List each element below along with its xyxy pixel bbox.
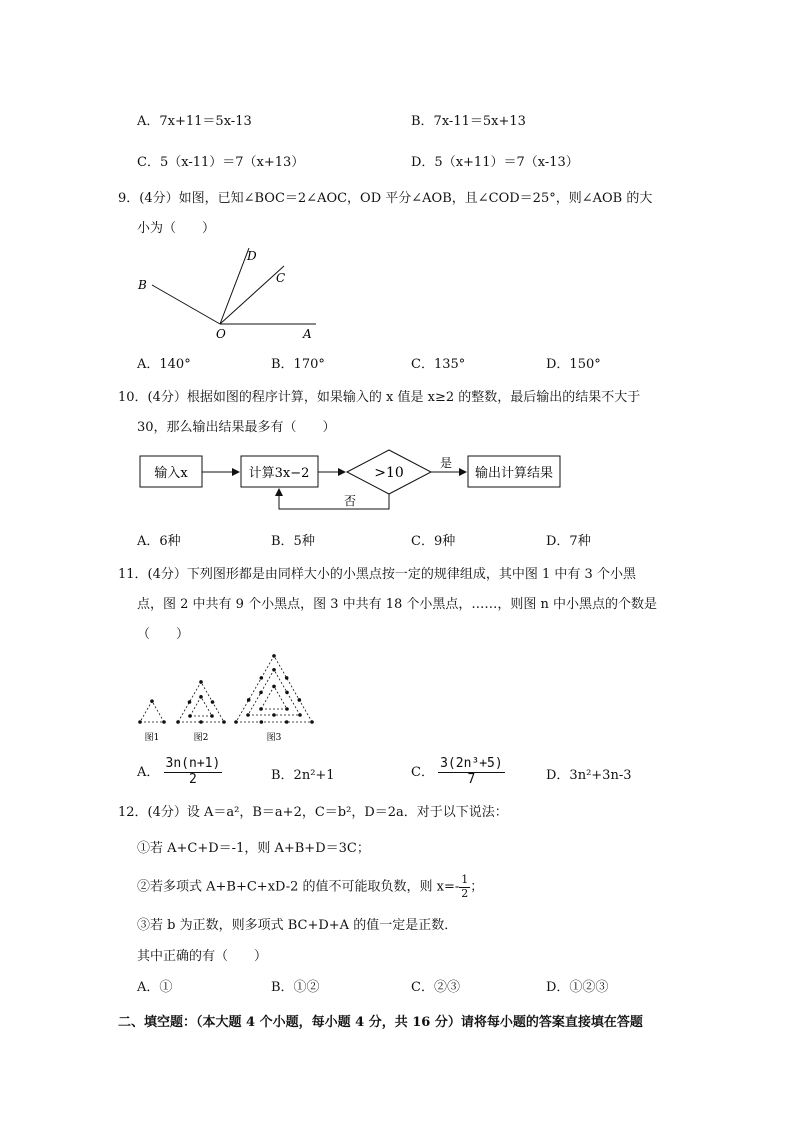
label-b: B — [138, 278, 147, 292]
section-2-heading: 二、填空题：（本大题 4 个小题，每小题 4 分，共 16 分）请将每小题的答案直接填在答题 — [118, 1015, 643, 1030]
fig3-dot — [285, 676, 289, 680]
fig2-dot — [210, 714, 214, 718]
fig3-triangle — [261, 686, 287, 709]
fig3-dot — [272, 685, 276, 689]
q10-option-a: A．6种 — [137, 534, 181, 549]
output-label: 输出计算结果 — [474, 466, 554, 481]
q9-option-b: B．170° — [271, 357, 325, 372]
q10-stem-line1: 10．(4分）根据如图的程序计算，如果输入的 x 值是 x≥2 的整数，最后输出的结果不大于 — [118, 390, 641, 405]
fig3-dot — [259, 691, 263, 695]
q8-option-d: D．5（x+11）＝7（x-13） — [411, 155, 579, 170]
q11-stem-line2: 点，图 2 中共有 9 个小黑点，图 3 中共有 18 个小黑点，……，则图 n 中小黑点的个数是 — [137, 597, 658, 612]
q11-stem-line3: （ ） — [137, 627, 190, 642]
fig3-dot — [298, 698, 302, 702]
q12-statement-1: ①若 A+C+D＝-1，则 A+B+D＝3C； — [137, 841, 370, 856]
q10-option-d: D．7种 — [546, 534, 591, 549]
fig3-dot — [285, 720, 289, 724]
fig3-dot — [272, 713, 276, 717]
fig3-label: 图3 — [266, 733, 282, 743]
condition-label: >10 — [374, 465, 404, 481]
no-label: 否 — [343, 494, 357, 508]
q11-option-a — [137, 757, 222, 788]
q12-statement-3: ③若 b 为正数，则多项式 BC+D+A 的值一定是正数． — [137, 918, 458, 933]
loop-arrow — [279, 489, 389, 509]
yes-label: 是 — [439, 456, 453, 470]
q9-stem-line2: 小为（ ） — [137, 221, 216, 236]
q9-option-a: A．140° — [137, 357, 191, 372]
q9-stem-line1: 9．(4分）如图，已知∠BOC＝2∠AOC，OD 平分∠AOB，且∠COD＝25°，则∠AOB 的大 — [118, 191, 653, 206]
fig1-label: 图1 — [144, 733, 160, 743]
option-c-letter: C． — [411, 764, 434, 780]
fig1-dot — [138, 720, 142, 724]
ray-od — [220, 248, 249, 324]
fig2-dot — [199, 720, 203, 724]
option-c-denominator: 7 — [467, 771, 476, 787]
fig3-dot — [285, 707, 289, 711]
statement-2-denominator: 2 — [461, 886, 469, 900]
fig3-dot — [310, 720, 314, 724]
fig3-triangle — [236, 656, 312, 722]
q12-option-c: C．②③ — [411, 980, 460, 995]
option-a-denominator: 2 — [189, 771, 197, 787]
fig3-dot — [259, 707, 263, 711]
option-a-numerator: 3n(n+1) — [165, 756, 221, 771]
q12-option-b: B．①② — [271, 980, 320, 995]
fig2-dot — [188, 714, 192, 718]
q8-option-b: B．7x-11＝5x+13 — [411, 114, 526, 129]
q10-option-c: C．9种 — [411, 534, 456, 549]
label-a: A — [303, 327, 312, 341]
ray-oc — [220, 266, 284, 324]
statement-2-end: ； — [470, 879, 484, 895]
q10-stem-line2: 30，那么输出结果最多有（ ） — [137, 420, 336, 435]
fig3-dot — [272, 654, 276, 658]
option-a-letter: A． — [137, 764, 160, 780]
fig1-triangle — [140, 701, 164, 722]
fig3-dot — [234, 720, 238, 724]
q10-option-b: B．5种 — [271, 534, 315, 549]
compute-label: 计算3x−2 — [248, 466, 310, 481]
label-o: O — [216, 327, 226, 341]
fig2-dot — [199, 680, 203, 684]
label-c: C — [276, 271, 286, 285]
q8-option-c: C．5（x-11）＝7（x+13） — [137, 155, 305, 170]
q11-option-c — [411, 757, 505, 788]
statement-2-text: ②若多项式 A+B+C+xD-2 的值不可能取负数，则 x=- — [137, 879, 460, 895]
fig1-dot — [150, 699, 154, 703]
fig2-dot — [199, 695, 203, 699]
q9-option-d: D．150° — [546, 357, 601, 372]
fig2-dot — [222, 720, 226, 724]
q10-flowchart — [130, 445, 570, 517]
q12-ask: 其中正确的有（ ） — [137, 949, 268, 964]
fig2-dot — [176, 720, 180, 724]
q11-stem-line1: 11．(4分）下列图形都是由同样大小的小黑点按一定的规律组成，其中图 1 中有 3 个小黑 — [118, 567, 636, 582]
fig3-dot — [247, 698, 251, 702]
q9-angle-figure — [130, 240, 340, 342]
fig2-dot — [188, 700, 192, 704]
ray-ob — [152, 285, 220, 324]
q8-option-a: A．7x+11＝5x-13 — [137, 114, 252, 129]
q12-option-d: D．①②③ — [546, 980, 609, 995]
fig3-dot — [285, 691, 289, 695]
q9-option-c: C．135° — [411, 357, 466, 372]
fig3-dot — [298, 713, 302, 717]
fig3-dot — [246, 713, 250, 717]
fig2-triangle — [178, 682, 224, 722]
fig2-triangle — [190, 697, 212, 716]
fig3-dot — [260, 676, 264, 680]
statement-2-numerator: 1 — [461, 873, 469, 886]
fig2-dot — [211, 700, 215, 704]
q12-option-a: A．① — [137, 980, 173, 995]
fig1-dot — [162, 720, 166, 724]
fig3-dot — [260, 720, 264, 724]
q12-statement-2 — [137, 874, 483, 900]
q11-dot-figure — [130, 652, 330, 747]
q12-stem-line1: 12．(4分）设 A＝a²，B＝a+2，C＝b²，D＝2a．对于以下说法： — [118, 805, 508, 820]
label-d: D — [247, 249, 257, 263]
fig2-label: 图2 — [193, 733, 209, 743]
q11-option-d: D．3n²+3n-3 — [546, 768, 632, 783]
option-c-numerator: 3(2n³+5) — [440, 756, 503, 771]
fig3-dot — [272, 668, 276, 672]
q11-option-b: B．2n²+1 — [271, 768, 335, 783]
input-label: 输入x — [154, 466, 188, 481]
fig3-triangle — [248, 670, 300, 715]
